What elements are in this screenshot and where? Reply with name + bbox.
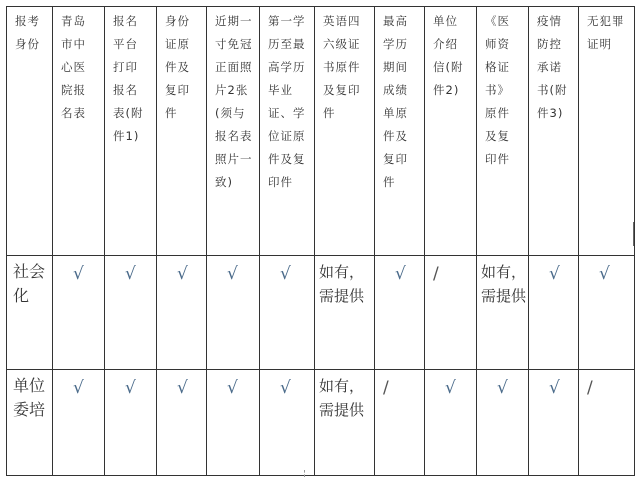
header-cell: 报考身份 [7,7,53,256]
table-cell [579,370,635,476]
check-mark: √ [73,378,84,398]
check-mark: √ [227,264,238,284]
header-cell: 无犯罪证明 [579,7,635,256]
check-mark: √ [549,378,560,398]
check-mark: √ [280,264,291,284]
header-cell: 第一学历至最高学历毕业证、学位证原件及复印件 [260,7,315,256]
header-row [7,7,635,256]
header-cell: 最高学历期间成绩单原件及复印件 [375,7,425,256]
table-cell [529,256,579,370]
table-cell [579,256,635,370]
table-cell [315,256,375,370]
header-cell: 单位介绍信(附件2) [425,7,477,256]
table-cell [105,256,157,370]
table-cell [425,256,477,370]
table-row [7,370,635,476]
note-text: 如有，需提供 [319,263,365,305]
check-mark: √ [73,264,84,284]
header-cell: 青岛市中心医院报名表 [53,7,105,256]
table-cell [425,370,477,476]
table-cell [260,256,315,370]
table-cell [529,370,579,476]
slash-mark: / [383,378,389,398]
table-cell [53,370,105,476]
header-cell: 报名平台打印报名表(附件1) [105,7,157,256]
check-mark: √ [227,378,238,398]
header-cell: 英语四六级证书原件及复印件 [315,7,375,256]
table-cell [105,370,157,476]
table-cell [477,256,529,370]
check-mark: √ [497,378,508,398]
header-cell: 近期一寸免冠正面照片2张(须与报名表照片一致) [207,7,260,256]
materials-table [6,6,635,476]
table-cell [315,370,375,476]
table-row [7,256,635,370]
table-cell [157,370,207,476]
table-cell [260,370,315,476]
table-cell [157,256,207,370]
header-cell: 疫情防控承诺书(附件3) [529,7,579,256]
check-mark: √ [445,378,456,398]
header-cell: 身份证原件及复印件 [157,7,207,256]
check-mark: √ [280,378,291,398]
table-cell [207,256,260,370]
check-mark: √ [125,378,136,398]
check-mark: √ [177,264,188,284]
document-page [6,6,635,476]
row-label: 单位委培 [7,370,53,476]
check-mark: √ [395,264,406,284]
check-mark: √ [177,378,188,398]
page-edge-marker [633,222,637,246]
table-cell [477,370,529,476]
page-break-marker [304,470,306,477]
note-text: 如有，需提供 [481,263,527,305]
check-mark: √ [599,264,610,284]
slash-mark: / [587,378,593,398]
header-cell: 《医师资格证书》原件及复印件 [477,7,529,256]
table-cell [375,256,425,370]
note-text: 如有，需提供 [319,377,365,419]
check-mark: √ [549,264,560,284]
row-label: 社会化 [7,256,53,370]
slash-mark: / [433,264,439,284]
table-cell [375,370,425,476]
table-cell [53,256,105,370]
check-mark: √ [125,264,136,284]
table-cell [207,370,260,476]
